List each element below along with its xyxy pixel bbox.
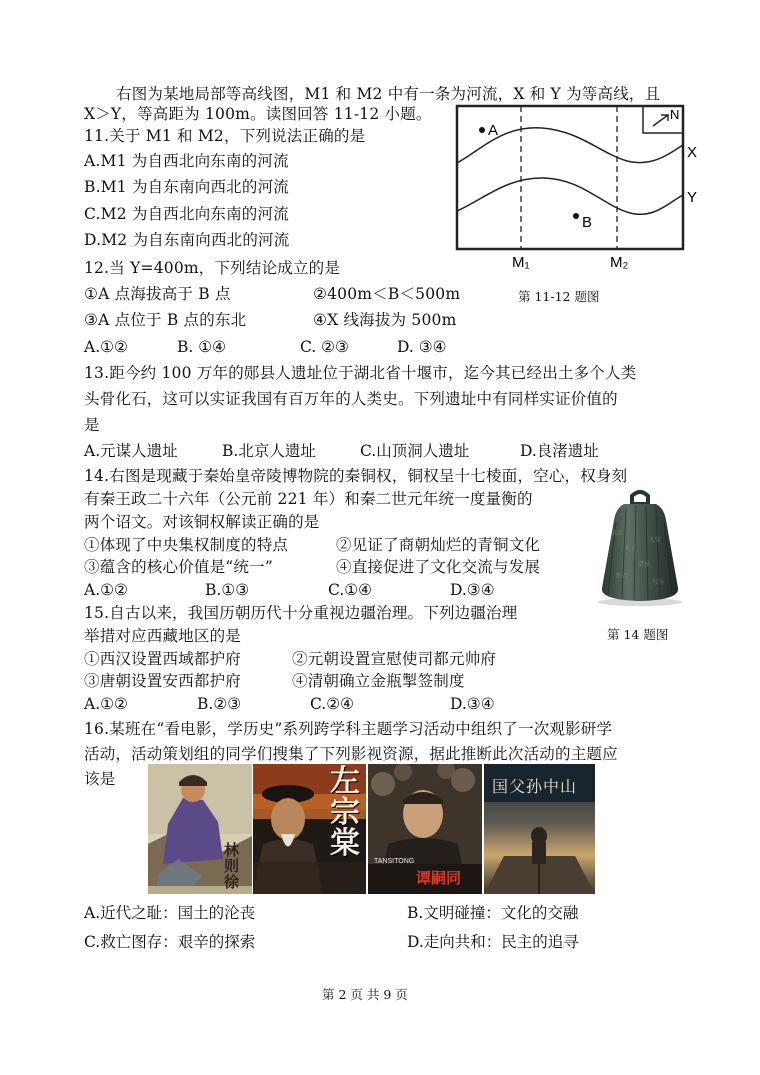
q16-option-d: D.走向共和：民主的追寻: [407, 933, 579, 951]
q15-option-b: B.②③: [197, 695, 242, 713]
q11-option-b: B.M1 为自东南向西北的河流: [84, 178, 289, 196]
north-label: N: [670, 107, 680, 122]
q11-option-d: D.M2 为自东南向西北的河流: [84, 231, 290, 249]
y-label: Y: [687, 189, 698, 206]
q16-line-1: 16.某班在“看电影，学历史”系列跨学科主题学习活动中组织了一次观影研学: [84, 720, 613, 738]
q12-statement-2: ②400m＜B＜500m: [313, 285, 461, 303]
q11-option-a: A.M1 为自西北向东南的河流: [84, 152, 289, 170]
q15-statement-4: ④清朝确立金瓶掣签制度: [292, 672, 465, 690]
q15-option-d: D.③④: [450, 695, 495, 713]
q15-statement-2: ②元朝设置宣慰使司都元帅府: [292, 650, 497, 668]
q13-line-1: 13.距今约 100 万年的郧县人遗址位于湖北省十堰市，迄今其已经出土多个人类: [84, 364, 637, 382]
q14-statement-3: ③蕴含的核心价值是“统一”: [84, 558, 273, 576]
svg-text:号为: 号为: [652, 579, 665, 586]
q12-statement-3: ③A 点位于 B 点的东北: [84, 311, 247, 329]
svg-text:天下: 天下: [624, 545, 637, 552]
poster-lin-zexu: [148, 764, 252, 894]
point-b-label: B: [582, 214, 593, 231]
q14-option-d: D.③④: [450, 581, 495, 599]
bronze-weight-image: [594, 490, 686, 608]
contour-y: [457, 178, 683, 214]
svg-text:黔首: 黔首: [616, 573, 629, 580]
point-a: [479, 127, 485, 133]
q15-line-2: 举措对应西藏地区的是: [84, 627, 242, 645]
q15-option-c: C.②④: [310, 695, 355, 713]
page-footer: 第 2 页 共 9 页: [322, 987, 408, 1002]
q13-option-d: D.良渚遗址: [520, 442, 599, 460]
q12-option-b: B. ①④: [177, 338, 227, 356]
q13-option-b: B.北京人遗址: [222, 442, 316, 460]
q16-option-a: A.近代之耻：国土的沦丧: [84, 904, 256, 922]
q14-statement-4: ④直接促进了文化交流与发展: [336, 558, 541, 576]
point-b: [573, 213, 579, 219]
intro-line-2: X＞Y，等高距为 100m。读图回答 11-12 小题。: [84, 105, 432, 123]
map-caption: 第 11-12 题图: [518, 289, 600, 304]
q13-line-3: 是: [84, 416, 100, 434]
poster-zuo-zongtang-title: 左宗棠: [330, 764, 360, 861]
q15-option-a: A.①②: [84, 695, 128, 713]
q16-line-2: 活动，活动策划组的同学们搜集了下列影视资源，据此推断此次活动的主题应: [84, 745, 618, 763]
q14-statement-1: ①体现了中央集权制度的特点: [84, 536, 289, 554]
q12-option-c: C. ②③: [300, 338, 349, 356]
q11-stem: 11.关于 M1 和 M2，下列说法正确的是: [84, 127, 366, 145]
poster-lin-zexu-title: 林则徐: [224, 841, 240, 891]
svg-text:皇帝: 皇帝: [611, 530, 624, 537]
poster-zuo-zongtang: [253, 764, 366, 894]
poster-sun-yatsen-title: 国父孙中山: [492, 777, 578, 796]
q14-option-c: C.①④: [328, 581, 373, 599]
q13-line-2: 头骨化石，这可以实证我国有百万年的人类史。下列遗址中有同样实证价值的: [84, 390, 618, 408]
q12-statement-4: ④X 线海拔为 500m: [313, 311, 457, 329]
q14-option-b: B.①③: [205, 581, 250, 599]
q12-statement-1: ①A 点海拔高于 B 点: [84, 285, 231, 303]
q14-statement-2: ②见证了商朝灿烂的青铜文化: [336, 536, 541, 554]
point-a-label: A: [488, 122, 499, 139]
m1-label: M₁: [512, 254, 530, 271]
q14-line-1: 14.右图是现藏于秦始皇帝陵博物院的秦铜权，铜权呈十七棱面，空心，权身刻: [84, 467, 628, 485]
q15-statement-1: ①西汉设置西域都护府: [84, 650, 242, 668]
poster-tan-sitong-title: 谭嗣同: [416, 869, 462, 887]
q12-option-d: D. ③④: [397, 338, 447, 356]
contour-map: [452, 103, 702, 275]
q13-option-a: A.元谋人遗址: [84, 442, 178, 460]
q16-option-c: C.救亡图存：艰辛的探索: [84, 933, 256, 951]
m2-label: M₂: [610, 254, 629, 271]
q15-line-1: 15.自古以来，我国历朝历代十分重视边疆治理。下列边疆治理: [84, 604, 518, 622]
svg-text:大安: 大安: [649, 537, 662, 544]
q14-line-3: 两个诏文。对该铜权解读正确的是: [84, 513, 320, 531]
q16-line-3: 该是: [84, 770, 116, 788]
q11-option-c: C.M2 为自西北向东南的河流: [84, 205, 289, 223]
intro-line-1: 右图为某地局部等高线图，M1 和 M2 中有一条为河流，X 和 Y 为等高线，且: [116, 85, 661, 103]
q14-option-a: A.①②: [84, 581, 128, 599]
q14-caption: 第 14 题图: [607, 627, 669, 642]
q13-option-c: C.山顶洞人遗址: [360, 442, 470, 460]
poster-sun-yatsen: [484, 764, 595, 894]
q15-statement-3: ③唐朝设置安西都护府: [84, 672, 242, 690]
poster-tan-sitong: [368, 764, 482, 894]
svg-text:诸侯: 诸侯: [638, 561, 651, 568]
q12-option-a: A.①②: [84, 338, 128, 356]
q16-option-b: B.文明碰撞：文化的交融: [407, 904, 579, 922]
q14-line-2: 有秦王政二十六年（公元前 221 年）和秦二世元年统一度量衡的: [84, 490, 533, 508]
poster-tan-sitong-subtitle: TANSITONG: [374, 858, 415, 865]
q12-stem: 12.当 Y=400m，下列结论成立的是: [84, 259, 341, 277]
x-label: X: [687, 144, 698, 161]
